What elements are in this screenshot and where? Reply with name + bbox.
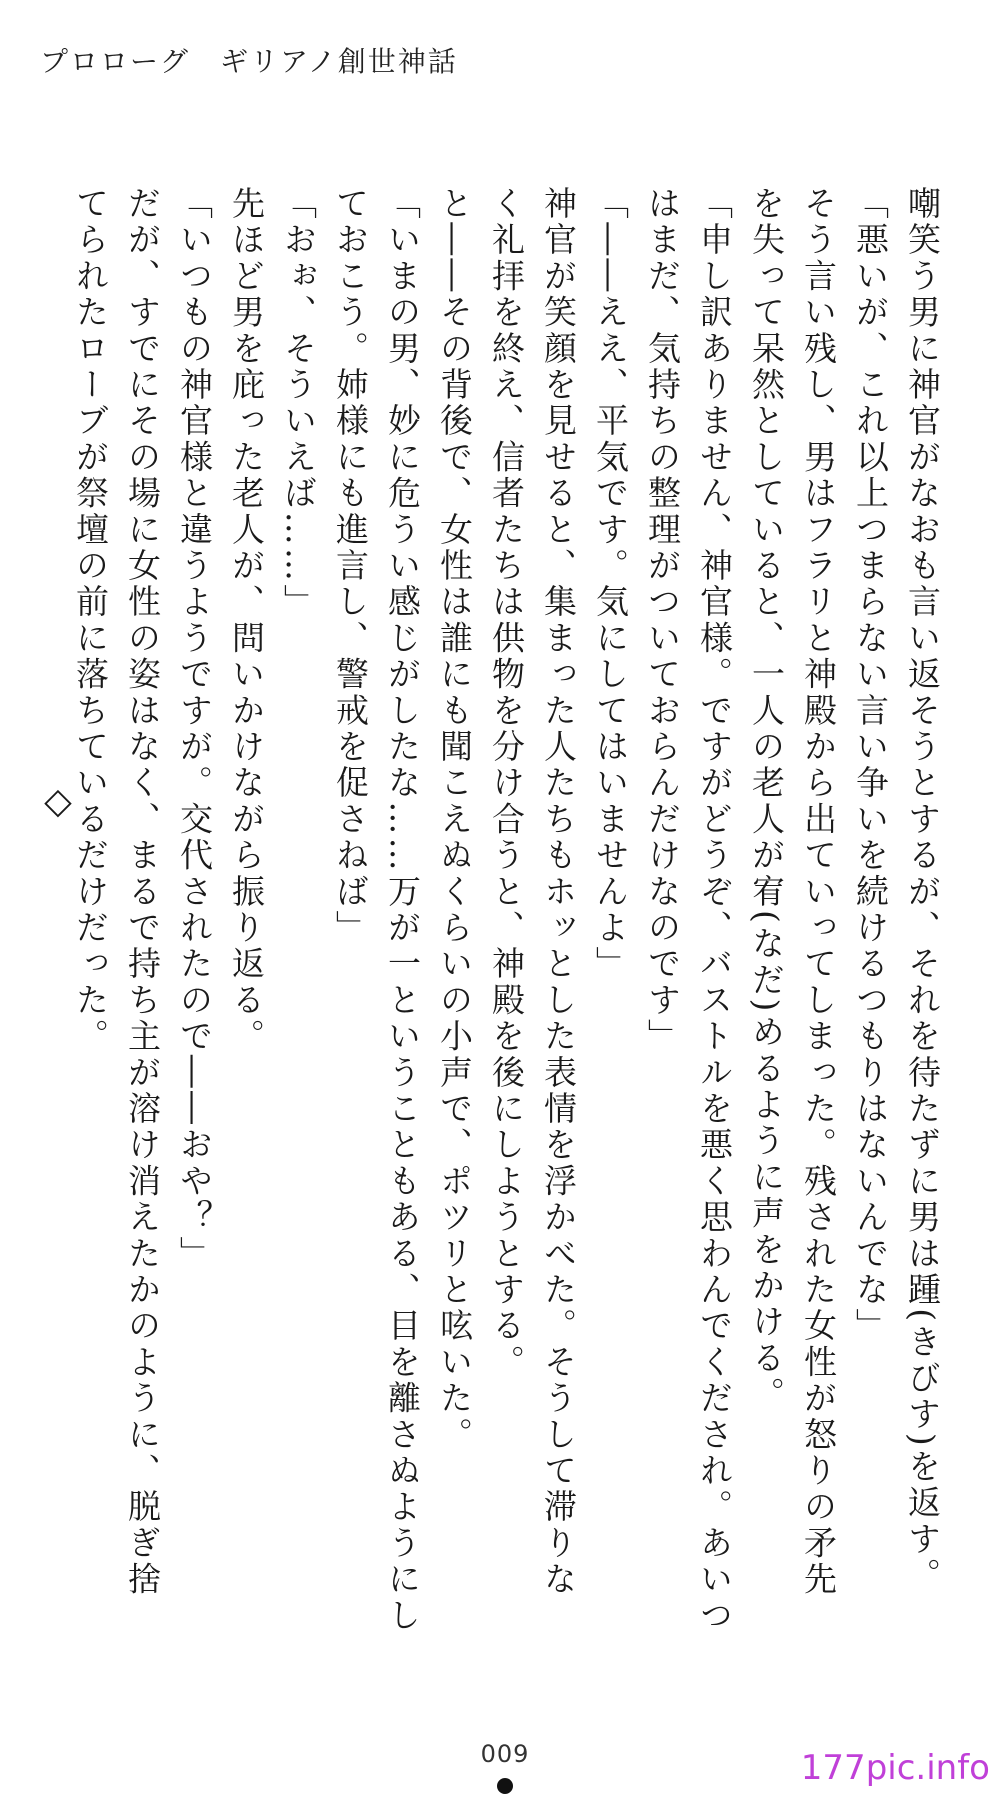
- text-line: 「おぉ、そういえば……」: [279, 186, 318, 621]
- vertical-text-body: [71, 186, 948, 1634]
- text-line: く礼拝を終え、信者たちは供物を分け合うと、神殿を後にしようとする。: [487, 186, 526, 1381]
- text-line: てられたローブが祭壇の前に落ちているだけだった。: [71, 186, 110, 1055]
- text-line: はまだ、気持ちの整理がついておらんだけなのです」: [643, 186, 682, 1055]
- text-line: 神官が笑顔を見せると、集まった人たちもホッとした表情を浮かべた。そうして滞りな: [539, 186, 578, 1598]
- text-line: だが、すでにその場に女性の姿はなく、まるで持ち主が溶け消えたかのように、脱ぎ捨: [123, 186, 162, 1598]
- text-line: 「申し訳ありません、神官様。ですがどうぞ、バストルを悪く思わんでくだされ。あいつ: [695, 186, 734, 1634]
- text-line: 先ほど男を庇った老人が、問いかけながら振り返る。: [227, 186, 266, 1055]
- scene-break-diamond-icon: ◇: [44, 781, 72, 822]
- text-line: 「いつもの神官様と違うようですが。交代されたので――おや？」: [175, 186, 214, 1272]
- page-number: 009: [480, 1740, 530, 1768]
- text-line: を失って呆然としていると、一人の老人が宥(なだ)めるように声をかける。: [747, 186, 786, 1413]
- running-header-title: プロローグ ギリアノ創世神話: [40, 45, 458, 78]
- page-dot-icon: [497, 1778, 513, 1794]
- text-line: ておこう。姉様にも進言し、警戒を促さねば」: [331, 186, 370, 947]
- text-line: と――その背後で、女性は誰にも聞こえぬくらいの小声で、ポツリと呟いた。: [435, 186, 474, 1453]
- text-line: 「いまの男、妙に危うい感じがしたな……万が一ということもある、目を離さぬようにし: [383, 186, 422, 1634]
- text-line: 嘲笑う男に神官がなおも言い返そうとするが、それを待たずに男は踵(きびす)を返す。: [903, 186, 942, 1594]
- text-line: 「――ええ、平気です。気にしてはいませんよ」: [591, 186, 630, 983]
- watermark: 177pic.info: [800, 1748, 990, 1788]
- text-line: 「悪いが、これ以上つまらない言い争いを続けるつもりはないんでな」: [851, 186, 890, 1345]
- text-line: そう言い残し、男はフラリと神殿から出ていってしまった。残された女性が怒りの矛先: [799, 186, 838, 1598]
